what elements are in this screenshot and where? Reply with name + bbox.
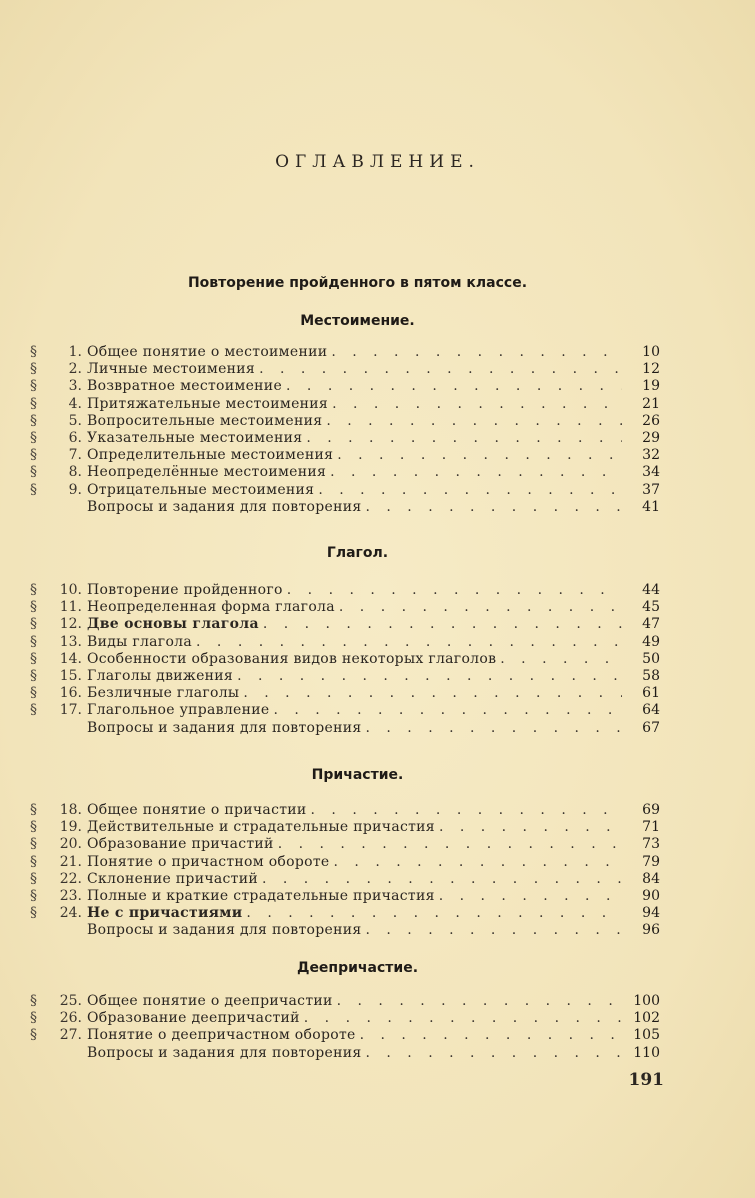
section-mark: § [30, 836, 37, 853]
entry-page: 90 [642, 887, 660, 904]
entry-page: 21 [642, 395, 660, 412]
dot-leader [366, 499, 623, 515]
section-mark: § [30, 853, 37, 870]
section-mark: § [30, 378, 37, 395]
entry-number: 6. [68, 429, 82, 446]
entry-title: Не с причастиями [87, 905, 243, 922]
toc-entry [30, 905, 660, 922]
entry-number: 25. [59, 993, 82, 1009]
toc-entry [30, 871, 660, 888]
section-mark: § [30, 633, 37, 650]
entry-title: Повторение пройденного [87, 582, 283, 598]
entry-page: 94 [642, 905, 660, 922]
toc-entry [30, 447, 660, 464]
dot-leader [360, 1027, 622, 1043]
entry-number: 16. [59, 685, 82, 702]
entry-number: 1. [68, 344, 82, 360]
entry-title: Вопросы и задания для повторения [87, 922, 362, 939]
entry-page: 71 [642, 819, 660, 836]
entry-page: 12 [642, 361, 660, 378]
entry-page: 69 [642, 802, 660, 818]
entry-number: 23. [59, 887, 82, 904]
section-heading-pronoun: Местоимение. [300, 313, 415, 329]
entry-title: Неопределенная форма глагола [87, 599, 335, 616]
entry-number: 20. [59, 836, 82, 853]
entry-number: 21. [59, 853, 82, 870]
toc-entry [30, 634, 660, 651]
entry-page: 49 [642, 633, 660, 650]
entry-title: Безличные глаголы [87, 685, 240, 702]
entry-title: Определительные местоимения [87, 447, 334, 464]
entry-title: Особенности образования видов некоторых глаголов [87, 650, 497, 667]
entry-number: 13. [59, 633, 82, 650]
entry-page: 19 [642, 378, 660, 395]
toc-entry [30, 1010, 660, 1027]
dot-leader [311, 802, 622, 818]
section-mark: § [30, 819, 37, 836]
entry-title: Общее понятие о деепричастии [87, 993, 333, 1009]
toc-entry [30, 378, 660, 395]
section-heading-gerund: Деепричастие. [296, 960, 419, 976]
entry-page: 45 [642, 599, 660, 616]
dot-leader [246, 905, 622, 921]
entry-page: 29 [642, 429, 660, 446]
entry-page: 105 [633, 1027, 660, 1044]
entry-page: 41 [642, 498, 660, 515]
toc-entry [30, 888, 660, 905]
dot-leader [306, 430, 622, 446]
entry-number: 18. [59, 802, 82, 818]
page-title: ОГЛАВЛЕНИЕ. [275, 152, 480, 172]
section-mark: § [30, 361, 37, 378]
toc-entry [30, 599, 660, 616]
entry-page: 79 [642, 853, 660, 870]
toc-section-gerund [30, 993, 660, 1062]
toc-entry [30, 344, 660, 361]
dot-leader [286, 378, 622, 394]
entry-page: 37 [642, 481, 660, 498]
section-mark: § [30, 395, 37, 412]
toc-entry [30, 464, 660, 481]
entry-title: Две основы глагола [87, 616, 259, 633]
toc-entry [30, 819, 660, 836]
toc-entry [30, 836, 660, 853]
toc-entry [30, 396, 660, 413]
entry-number: 4. [68, 395, 82, 412]
section-mark: § [30, 870, 37, 887]
entry-title: Личные местоимения [87, 361, 256, 378]
dot-leader [304, 1010, 622, 1026]
entry-number: 9. [68, 481, 82, 498]
entry-number: 17. [59, 702, 82, 719]
toc-entry [30, 668, 660, 685]
entry-title: Вопросительные местоимения [87, 412, 323, 429]
dot-leader [259, 361, 622, 377]
toc-entry [30, 702, 660, 719]
dot-leader [318, 482, 622, 498]
entry-title: Неопределённые местоимения [87, 464, 327, 481]
entry-page: 96 [642, 922, 660, 939]
toc-entry-review [30, 720, 660, 737]
entry-title: Полные и краткие страдательные причастия [87, 887, 435, 904]
entry-title: Вопросы и задания для повторения [87, 1044, 362, 1061]
entry-title: Вопросы и задания для повторения [87, 719, 362, 736]
entry-title: Образование причастий [87, 836, 274, 853]
entry-page: 47 [642, 616, 660, 633]
part-heading: Повторение пройденного в пятом классе. [187, 275, 528, 291]
entry-title: Отрицательные местоимения [87, 481, 315, 498]
dot-leader [439, 819, 622, 835]
entry-number: 26. [59, 1010, 82, 1027]
entry-page: 34 [642, 464, 660, 481]
dot-leader [337, 447, 622, 463]
toc-section-pronoun [30, 344, 660, 516]
dot-leader [263, 616, 622, 632]
section-mark: § [30, 993, 37, 1009]
entry-number: 2. [68, 361, 82, 378]
entry-number: 14. [59, 650, 82, 667]
entry-page: 64 [642, 702, 660, 719]
section-mark: § [30, 582, 37, 598]
entry-title: Склонение причастий [87, 870, 258, 887]
dot-leader [273, 702, 622, 718]
section-mark: § [30, 802, 37, 818]
section-mark: § [30, 667, 37, 684]
entry-page: 44 [642, 582, 660, 598]
entry-page: 61 [642, 685, 660, 702]
dot-leader [196, 634, 622, 650]
entry-number: 12. [59, 616, 82, 633]
dot-leader [332, 396, 622, 412]
entry-page: 84 [642, 870, 660, 887]
entry-number: 7. [68, 447, 82, 464]
section-mark: § [30, 412, 37, 429]
section-mark: § [30, 1027, 37, 1044]
section-mark: § [30, 344, 37, 360]
entry-number: 5. [68, 412, 82, 429]
dot-leader [262, 871, 622, 887]
section-mark: § [30, 685, 37, 702]
dot-leader [337, 993, 622, 1009]
entry-number: 11. [59, 599, 82, 616]
section-mark: § [30, 464, 37, 481]
entry-number: 19. [59, 819, 82, 836]
entry-number: 10. [59, 582, 82, 598]
entry-number: 8. [68, 464, 82, 481]
dot-leader [330, 464, 622, 480]
dot-leader [237, 668, 622, 684]
toc-entry [30, 993, 660, 1010]
entry-title: Глагольное управление [87, 702, 270, 719]
section-mark: § [30, 702, 37, 719]
toc-section-participle [30, 802, 660, 940]
entry-page: 102 [633, 1010, 660, 1027]
toc-entry [30, 430, 660, 447]
toc-entry [30, 582, 660, 599]
entry-page: 32 [642, 447, 660, 464]
toc-entry [30, 413, 660, 430]
section-heading-participle: Причастие. [311, 767, 404, 783]
entry-title: Понятие о деепричастном обороте [87, 1027, 356, 1044]
toc-entry [30, 616, 660, 633]
section-mark: § [30, 599, 37, 616]
section-mark: § [30, 887, 37, 904]
entry-page: 100 [633, 993, 660, 1009]
page-number: 191 [628, 1070, 664, 1090]
section-mark: § [30, 481, 37, 498]
toc-section-verb [30, 582, 660, 737]
entry-title: Глаголы движения [87, 667, 234, 684]
entry-page: 73 [642, 836, 660, 853]
entry-page: 67 [642, 719, 660, 736]
toc-entry-review [30, 499, 660, 516]
dot-leader [366, 922, 623, 938]
entry-number: 27. [59, 1027, 82, 1044]
entry-title: Возвратное местоимение [87, 378, 283, 395]
entry-title: Действительные и страдательные причастия [87, 819, 435, 836]
entry-title: Вопросы и задания для повторения [87, 498, 362, 515]
dot-leader [326, 413, 622, 429]
toc-entry [30, 802, 660, 819]
section-mark: § [30, 616, 37, 633]
section-heading-verb: Глагол. [326, 545, 389, 561]
dot-leader [500, 651, 622, 667]
toc-entry [30, 854, 660, 871]
dot-leader [243, 685, 622, 701]
dot-leader [287, 582, 622, 598]
toc-entry [30, 685, 660, 702]
section-mark: § [30, 905, 37, 922]
entry-number: 15. [59, 667, 82, 684]
dot-leader [334, 854, 622, 870]
section-mark: § [30, 1010, 37, 1027]
toc-entry-review [30, 922, 660, 939]
entry-page: 26 [642, 412, 660, 429]
dot-leader [366, 1045, 623, 1061]
dot-leader [278, 836, 622, 852]
entry-title: Понятие о причастном обороте [87, 853, 330, 870]
entry-number: 22. [59, 870, 82, 887]
entry-page: 58 [642, 667, 660, 684]
section-mark: § [30, 650, 37, 667]
entry-number: 24. [59, 905, 82, 922]
entry-title: Образование деепричастий [87, 1010, 300, 1027]
entry-title: Общее понятие о причастии [87, 802, 307, 818]
dot-leader [439, 888, 622, 904]
dot-leader [339, 599, 622, 615]
toc-entry [30, 482, 660, 499]
entry-page: 50 [642, 650, 660, 667]
toc-entry [30, 651, 660, 668]
dot-leader [331, 344, 622, 360]
toc-entry [30, 1027, 660, 1044]
toc-entry-review [30, 1045, 660, 1062]
entry-number: 3. [68, 378, 82, 395]
section-mark: § [30, 429, 37, 446]
entry-title: Общее понятие о местоимении [87, 344, 328, 360]
toc-entry [30, 361, 660, 378]
entry-title: Притяжательные местоимения [87, 395, 329, 412]
entry-page: 110 [633, 1044, 660, 1061]
entry-page: 10 [642, 344, 660, 360]
entry-title: Виды глагола [87, 633, 193, 650]
entry-title: Указательные местоимения [87, 429, 303, 446]
section-mark: § [30, 447, 37, 464]
dot-leader [366, 720, 623, 736]
